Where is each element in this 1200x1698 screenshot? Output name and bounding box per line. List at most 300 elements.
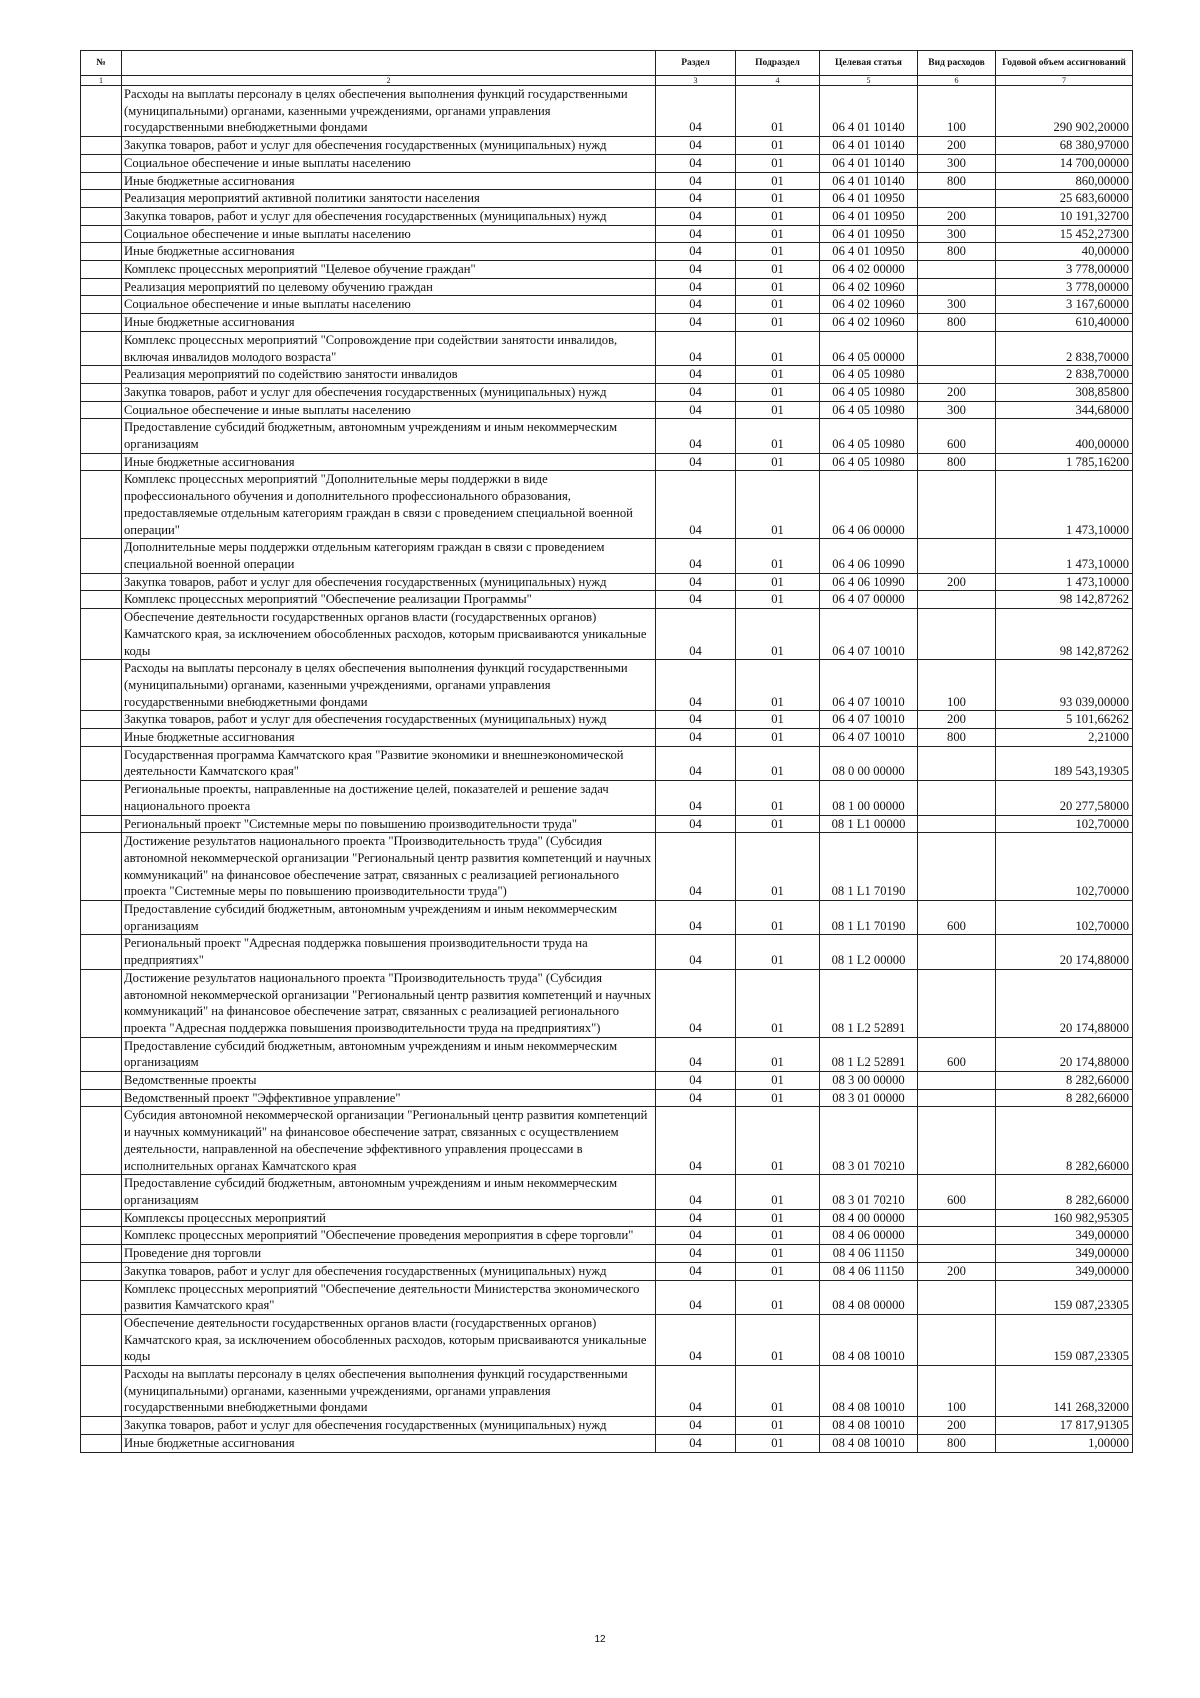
- table-row: [81, 781, 1133, 815]
- row-amount: 159 087,23305: [996, 1280, 1133, 1314]
- row-number-cell: [81, 419, 122, 453]
- row-section: 04: [656, 901, 736, 935]
- row-subsection: 01: [736, 1175, 820, 1209]
- row-name: Социальное обеспечение и иные выплаты населению: [122, 154, 656, 172]
- column-number-6: 6: [918, 76, 996, 86]
- row-expense-type: [918, 278, 996, 296]
- row-name: Расходы на выплаты персоналу в целях обеспечения выполнения функций государственными (муниципальными) органами, казенными учреждениями, органами управления государственными внебюджетными фондами: [122, 660, 656, 711]
- row-name: Социальное обеспечение и иные выплаты населению: [122, 296, 656, 314]
- column-number-4: 4: [736, 76, 820, 86]
- row-section: 04: [656, 573, 736, 591]
- table-row: [81, 935, 1133, 969]
- row-expense-type: 800: [918, 172, 996, 190]
- row-name: Закупка товаров, работ и услуг для обеспечения государственных (муниципальных) нужд: [122, 383, 656, 401]
- row-expense-type: 600: [918, 419, 996, 453]
- row-section: 04: [656, 190, 736, 208]
- row-name: Расходы на выплаты персоналу в целях обеспечения выполнения функций государственными (муниципальными) органами, казенными учреждениями, органами управления государственными внебюджетными фондами: [122, 1366, 656, 1417]
- row-name: Предоставление субсидий бюджетным, автономным учреждениям и иным некоммерческим организациям: [122, 901, 656, 935]
- row-target-article: 08 4 08 00000: [820, 1280, 918, 1314]
- row-section: 04: [656, 969, 736, 1037]
- row-section: 04: [656, 781, 736, 815]
- row-target-article: 06 4 05 00000: [820, 331, 918, 365]
- row-subsection: 01: [736, 314, 820, 332]
- row-section: 04: [656, 1417, 736, 1435]
- row-section: 04: [656, 711, 736, 729]
- table-row: [81, 1417, 1133, 1435]
- row-target-article: 06 4 01 10950: [820, 225, 918, 243]
- table-row: [81, 660, 1133, 711]
- row-subsection: 01: [736, 453, 820, 471]
- row-amount: 40,00000: [996, 243, 1133, 261]
- row-target-article: 06 4 01 10140: [820, 86, 918, 137]
- row-amount: 93 039,00000: [996, 660, 1133, 711]
- header-subsection: Подраздел: [736, 51, 820, 76]
- row-section: 04: [656, 1037, 736, 1071]
- table-row: [81, 1314, 1133, 1365]
- table-row: [81, 366, 1133, 384]
- row-expense-type: [918, 1072, 996, 1090]
- row-amount: 1,00000: [996, 1434, 1133, 1452]
- row-number-cell: [81, 471, 122, 539]
- row-subsection: 01: [736, 833, 820, 901]
- row-expense-type: [918, 1089, 996, 1107]
- row-amount: 344,68000: [996, 401, 1133, 419]
- row-amount: 98 142,87262: [996, 591, 1133, 609]
- row-expense-type: 200: [918, 383, 996, 401]
- row-target-article: 08 4 00 00000: [820, 1209, 918, 1227]
- table-row: [81, 539, 1133, 573]
- row-expense-type: 200: [918, 207, 996, 225]
- row-expense-type: 100: [918, 1366, 996, 1417]
- row-target-article: 06 4 01 10950: [820, 190, 918, 208]
- row-subsection: 01: [736, 225, 820, 243]
- row-section: 04: [656, 609, 736, 660]
- row-section: 04: [656, 137, 736, 155]
- row-section: 04: [656, 729, 736, 747]
- row-subsection: 01: [736, 1037, 820, 1071]
- row-expense-type: [918, 1314, 996, 1365]
- row-subsection: 01: [736, 207, 820, 225]
- row-number-cell: [81, 833, 122, 901]
- row-section: 04: [656, 383, 736, 401]
- row-target-article: 08 0 00 00000: [820, 746, 918, 780]
- row-subsection: 01: [736, 471, 820, 539]
- row-section: 04: [656, 1072, 736, 1090]
- row-name: Закупка товаров, работ и услуг для обеспечения государственных (муниципальных) нужд: [122, 573, 656, 591]
- table-row: [81, 1366, 1133, 1417]
- row-target-article: 06 4 01 10140: [820, 172, 918, 190]
- row-target-article: 08 4 06 11150: [820, 1245, 918, 1263]
- row-name: Закупка товаров, работ и услуг для обеспечения государственных (муниципальных) нужд: [122, 711, 656, 729]
- row-amount: 1 473,10000: [996, 539, 1133, 573]
- row-amount: 1 785,16200: [996, 453, 1133, 471]
- row-number-cell: [81, 591, 122, 609]
- row-number-cell: [81, 190, 122, 208]
- row-target-article: 06 4 07 10010: [820, 660, 918, 711]
- row-section: 04: [656, 314, 736, 332]
- row-expense-type: 300: [918, 401, 996, 419]
- row-number-cell: [81, 1280, 122, 1314]
- row-name: Реализация мероприятий активной политики занятости населения: [122, 190, 656, 208]
- row-name: Проведение дня торговли: [122, 1245, 656, 1263]
- row-amount: 3 167,60000: [996, 296, 1133, 314]
- row-section: 04: [656, 1227, 736, 1245]
- row-number-cell: [81, 1434, 122, 1452]
- table-row: [81, 154, 1133, 172]
- row-number-cell: [81, 1227, 122, 1245]
- row-section: 04: [656, 1107, 736, 1175]
- row-target-article: 08 1 00 00000: [820, 781, 918, 815]
- row-subsection: 01: [736, 539, 820, 573]
- row-name: Ведомственные проекты: [122, 1072, 656, 1090]
- row-expense-type: 200: [918, 1417, 996, 1435]
- row-section: 04: [656, 261, 736, 279]
- row-subsection: 01: [736, 660, 820, 711]
- row-expense-type: 600: [918, 1175, 996, 1209]
- table-row: [81, 225, 1133, 243]
- row-section: 04: [656, 1434, 736, 1452]
- row-target-article: 06 4 05 10980: [820, 383, 918, 401]
- row-name: Государственная программа Камчатского края "Развитие экономики и внешнеэкономической деятельности Камчатского края": [122, 746, 656, 780]
- column-number-5: 5: [820, 76, 918, 86]
- row-expense-type: [918, 261, 996, 279]
- row-number-cell: [81, 1366, 122, 1417]
- row-target-article: 06 4 02 10960: [820, 278, 918, 296]
- row-name: Субсидия автономной некоммерческой организации "Региональный центр развития компетенций и научных коммуникаций" на финансовое обеспечение затрат, связанных с осуществлением деятельности, направленной на обеспечение эффективного управления процессами в исполнительных органах Камчатского края: [122, 1107, 656, 1175]
- row-number-cell: [81, 660, 122, 711]
- row-amount: 349,00000: [996, 1262, 1133, 1280]
- row-expense-type: [918, 331, 996, 365]
- row-section: 04: [656, 366, 736, 384]
- row-amount: 5 101,66262: [996, 711, 1133, 729]
- table-row: [81, 1072, 1133, 1090]
- row-number-cell: [81, 711, 122, 729]
- row-amount: 3 778,00000: [996, 278, 1133, 296]
- table-row: [81, 746, 1133, 780]
- row-target-article: 08 4 06 00000: [820, 1227, 918, 1245]
- row-number-cell: [81, 314, 122, 332]
- row-number-cell: [81, 1417, 122, 1435]
- row-amount: 20 174,88000: [996, 969, 1133, 1037]
- row-amount: 610,40000: [996, 314, 1133, 332]
- row-expense-type: [918, 471, 996, 539]
- row-number-cell: [81, 1175, 122, 1209]
- table-row: [81, 314, 1133, 332]
- row-section: 04: [656, 1314, 736, 1365]
- table-row: [81, 190, 1133, 208]
- row-target-article: 08 3 01 70210: [820, 1175, 918, 1209]
- table-row: [81, 969, 1133, 1037]
- row-subsection: 01: [736, 86, 820, 137]
- row-amount: 2 838,70000: [996, 366, 1133, 384]
- header-section: Раздел: [656, 51, 736, 76]
- row-name: Социальное обеспечение и иные выплаты населению: [122, 225, 656, 243]
- row-section: 04: [656, 172, 736, 190]
- row-expense-type: [918, 591, 996, 609]
- row-number-cell: [81, 366, 122, 384]
- row-name: Региональный проект "Адресная поддержка повышения производительности труда на предприятиях": [122, 935, 656, 969]
- row-name: Закупка товаров, работ и услуг для обеспечения государственных (муниципальных) нужд: [122, 137, 656, 155]
- row-amount: 102,70000: [996, 815, 1133, 833]
- row-number-cell: [81, 781, 122, 815]
- row-target-article: 06 4 07 10010: [820, 729, 918, 747]
- table-row: [81, 1107, 1133, 1175]
- row-target-article: 06 4 06 10990: [820, 539, 918, 573]
- row-target-article: 08 3 01 70210: [820, 1107, 918, 1175]
- header-name: [122, 51, 656, 76]
- row-expense-type: 200: [918, 711, 996, 729]
- row-subsection: 01: [736, 746, 820, 780]
- row-section: 04: [656, 591, 736, 609]
- row-expense-type: [918, 969, 996, 1037]
- row-amount: 3 778,00000: [996, 261, 1133, 279]
- row-number-cell: [81, 901, 122, 935]
- row-amount: 8 282,66000: [996, 1107, 1133, 1175]
- row-expense-type: 200: [918, 1262, 996, 1280]
- row-name: Расходы на выплаты персоналу в целях обеспечения выполнения функций государственными (муниципальными) органами, казенными учреждениями, органами управления государственными внебюджетными фондами: [122, 86, 656, 137]
- row-number-cell: [81, 1072, 122, 1090]
- row-amount: 290 902,20000: [996, 86, 1133, 137]
- row-target-article: 08 1 L2 52891: [820, 969, 918, 1037]
- row-number-cell: [81, 86, 122, 137]
- row-section: 04: [656, 815, 736, 833]
- row-section: 04: [656, 1245, 736, 1263]
- row-subsection: 01: [736, 573, 820, 591]
- table-row: [81, 278, 1133, 296]
- row-subsection: 01: [736, 1314, 820, 1365]
- row-section: 04: [656, 1089, 736, 1107]
- row-name: Комплексы процессных мероприятий: [122, 1209, 656, 1227]
- row-subsection: 01: [736, 331, 820, 365]
- row-subsection: 01: [736, 609, 820, 660]
- row-number-cell: [81, 137, 122, 155]
- row-expense-type: [918, 1107, 996, 1175]
- row-number-cell: [81, 1314, 122, 1365]
- row-subsection: 01: [736, 729, 820, 747]
- row-subsection: 01: [736, 296, 820, 314]
- row-number-cell: [81, 1262, 122, 1280]
- row-number-cell: [81, 969, 122, 1037]
- table-row: [81, 1209, 1133, 1227]
- row-number-cell: [81, 243, 122, 261]
- row-expense-type: [918, 1280, 996, 1314]
- row-target-article: 06 4 02 00000: [820, 261, 918, 279]
- row-section: 04: [656, 746, 736, 780]
- row-amount: 8 282,66000: [996, 1072, 1133, 1090]
- row-section: 04: [656, 1262, 736, 1280]
- row-target-article: 08 3 01 00000: [820, 1089, 918, 1107]
- row-section: 04: [656, 154, 736, 172]
- row-amount: 159 087,23305: [996, 1314, 1133, 1365]
- table-row: [81, 471, 1133, 539]
- row-number-cell: [81, 746, 122, 780]
- row-expense-type: 300: [918, 296, 996, 314]
- table-row: [81, 86, 1133, 137]
- row-number-cell: [81, 729, 122, 747]
- row-name: Иные бюджетные ассигнования: [122, 314, 656, 332]
- row-target-article: 06 4 01 10140: [820, 137, 918, 155]
- row-number-cell: [81, 573, 122, 591]
- row-section: 04: [656, 225, 736, 243]
- row-subsection: 01: [736, 815, 820, 833]
- row-number-cell: [81, 331, 122, 365]
- row-section: 04: [656, 1366, 736, 1417]
- row-name: Реализация мероприятий по целевому обучению граждан: [122, 278, 656, 296]
- row-expense-type: [918, 539, 996, 573]
- header-number: №: [81, 51, 122, 76]
- row-name: Комплекс процессных мероприятий "Дополнительные меры поддержки в виде профессионального обучения и дополнительного профессионального образования, предоставляемые отдельным категориям граждан в связи с проведением специальной военной операции": [122, 471, 656, 539]
- row-subsection: 01: [736, 969, 820, 1037]
- header-annual-amount: Годовой объем ассигнований: [996, 51, 1133, 76]
- row-name: Комплекс процессных мероприятий "Целевое обучение граждан": [122, 261, 656, 279]
- row-number-cell: [81, 278, 122, 296]
- row-target-article: 08 1 L2 52891: [820, 1037, 918, 1071]
- row-section: 04: [656, 207, 736, 225]
- row-amount: 102,70000: [996, 833, 1133, 901]
- row-subsection: 01: [736, 366, 820, 384]
- row-name: Обеспечение деятельности государственных органов власти (государственных органов) Камчатского края, за исключением обособленных расходов, которым присваиваются уникальные коды: [122, 609, 656, 660]
- row-target-article: 06 4 01 10950: [820, 207, 918, 225]
- row-target-article: 06 4 06 00000: [820, 471, 918, 539]
- table-row: [81, 591, 1133, 609]
- row-amount: 160 982,95305: [996, 1209, 1133, 1227]
- row-subsection: 01: [736, 1209, 820, 1227]
- row-target-article: 06 4 05 10980: [820, 419, 918, 453]
- row-subsection: 01: [736, 419, 820, 453]
- row-name: Региональные проекты, направленные на достижение целей, показателей и решение задач национального проекта: [122, 781, 656, 815]
- row-amount: 349,00000: [996, 1245, 1133, 1263]
- row-subsection: 01: [736, 1227, 820, 1245]
- row-expense-type: [918, 935, 996, 969]
- row-name: Предоставление субсидий бюджетным, автономным учреждениям и иным некоммерческим организациям: [122, 1037, 656, 1071]
- row-section: 04: [656, 419, 736, 453]
- row-expense-type: [918, 190, 996, 208]
- row-number-cell: [81, 815, 122, 833]
- row-subsection: 01: [736, 1089, 820, 1107]
- row-target-article: 08 4 06 11150: [820, 1262, 918, 1280]
- column-number-2: 2: [122, 76, 656, 86]
- row-subsection: 01: [736, 172, 820, 190]
- row-amount: 2,21000: [996, 729, 1133, 747]
- row-section: 04: [656, 331, 736, 365]
- column-number-3: 3: [656, 76, 736, 86]
- table-row: [81, 1227, 1133, 1245]
- row-number-cell: [81, 539, 122, 573]
- budget-table: [80, 50, 1133, 1453]
- row-expense-type: 800: [918, 314, 996, 332]
- row-expense-type: 800: [918, 243, 996, 261]
- row-target-article: 06 4 01 10950: [820, 243, 918, 261]
- row-expense-type: 800: [918, 729, 996, 747]
- row-amount: 308,85800: [996, 383, 1133, 401]
- row-name: Реализация мероприятий по содействию занятости инвалидов: [122, 366, 656, 384]
- row-target-article: 08 3 00 00000: [820, 1072, 918, 1090]
- table-row: [81, 833, 1133, 901]
- row-target-article: 08 4 08 10010: [820, 1417, 918, 1435]
- row-expense-type: [918, 746, 996, 780]
- row-name: Иные бюджетные ассигнования: [122, 172, 656, 190]
- row-subsection: 01: [736, 278, 820, 296]
- row-target-article: 06 4 07 00000: [820, 591, 918, 609]
- row-subsection: 01: [736, 935, 820, 969]
- column-number-7: 7: [996, 76, 1133, 86]
- table-row: [81, 901, 1133, 935]
- row-number-cell: [81, 453, 122, 471]
- row-expense-type: 300: [918, 225, 996, 243]
- table-row: [81, 729, 1133, 747]
- row-name: Предоставление субсидий бюджетным, автономным учреждениям и иным некоммерческим организациям: [122, 419, 656, 453]
- table-row: [81, 331, 1133, 365]
- row-number-cell: [81, 1245, 122, 1263]
- table-row: [81, 573, 1133, 591]
- row-subsection: 01: [736, 591, 820, 609]
- row-amount: 20 174,88000: [996, 935, 1133, 969]
- table-row: [81, 609, 1133, 660]
- row-expense-type: 100: [918, 86, 996, 137]
- row-target-article: 08 1 L1 70190: [820, 833, 918, 901]
- row-subsection: 01: [736, 190, 820, 208]
- row-target-article: 06 4 06 10990: [820, 573, 918, 591]
- row-name: Достижение результатов национального проекта "Производительность труда" (Субсидия автономной некоммерческой организации "Региональный центр развития компетенций и научных коммуникаций" на финансовое обеспечение затрат, связанных с реализацией регионального проекта "Системные меры по повышению производительности труда"): [122, 833, 656, 901]
- table-row: [81, 419, 1133, 453]
- row-number-cell: [81, 935, 122, 969]
- row-target-article: 06 4 01 10140: [820, 154, 918, 172]
- row-amount: 17 817,91305: [996, 1417, 1133, 1435]
- table-row: [81, 1089, 1133, 1107]
- row-target-article: 06 4 05 10980: [820, 366, 918, 384]
- row-name: Иные бюджетные ассигнования: [122, 1434, 656, 1452]
- row-number-cell: [81, 207, 122, 225]
- row-number-cell: [81, 401, 122, 419]
- table-row: [81, 243, 1133, 261]
- row-subsection: 01: [736, 154, 820, 172]
- header-expense-type: Вид расходов: [918, 51, 996, 76]
- row-expense-type: 200: [918, 573, 996, 591]
- row-name: Обеспечение деятельности государственных органов власти (государственных органов) Камчатского края, за исключением обособленных расходов, которым присваиваются уникальные коды: [122, 1314, 656, 1365]
- row-target-article: 08 1 L2 00000: [820, 935, 918, 969]
- table-row: [81, 1262, 1133, 1280]
- row-number-cell: [81, 1037, 122, 1071]
- row-number-cell: [81, 609, 122, 660]
- table-body: [81, 86, 1133, 1453]
- row-expense-type: 100: [918, 660, 996, 711]
- row-expense-type: [918, 366, 996, 384]
- row-subsection: 01: [736, 1366, 820, 1417]
- row-number-cell: [81, 1089, 122, 1107]
- row-section: 04: [656, 935, 736, 969]
- row-name: Закупка товаров, работ и услуг для обеспечения государственных (муниципальных) нужд: [122, 1417, 656, 1435]
- row-amount: 102,70000: [996, 901, 1133, 935]
- row-amount: 2 838,70000: [996, 331, 1133, 365]
- row-subsection: 01: [736, 261, 820, 279]
- row-name: Ведомственный проект "Эффективное управление": [122, 1089, 656, 1107]
- row-name: Иные бюджетные ассигнования: [122, 243, 656, 261]
- table-row: [81, 711, 1133, 729]
- row-name: Комплекс процессных мероприятий "Обеспечение деятельности Министерства экономического развития Камчатского края": [122, 1280, 656, 1314]
- row-section: 04: [656, 86, 736, 137]
- table-row: [81, 453, 1133, 471]
- row-subsection: 01: [736, 383, 820, 401]
- row-section: 04: [656, 833, 736, 901]
- row-amount: 10 191,32700: [996, 207, 1133, 225]
- row-expense-type: [918, 781, 996, 815]
- row-amount: 20 174,88000: [996, 1037, 1133, 1071]
- row-amount: 8 282,66000: [996, 1175, 1133, 1209]
- row-number-cell: [81, 1209, 122, 1227]
- row-number-cell: [81, 172, 122, 190]
- table-row: [81, 815, 1133, 833]
- row-amount: 860,00000: [996, 172, 1133, 190]
